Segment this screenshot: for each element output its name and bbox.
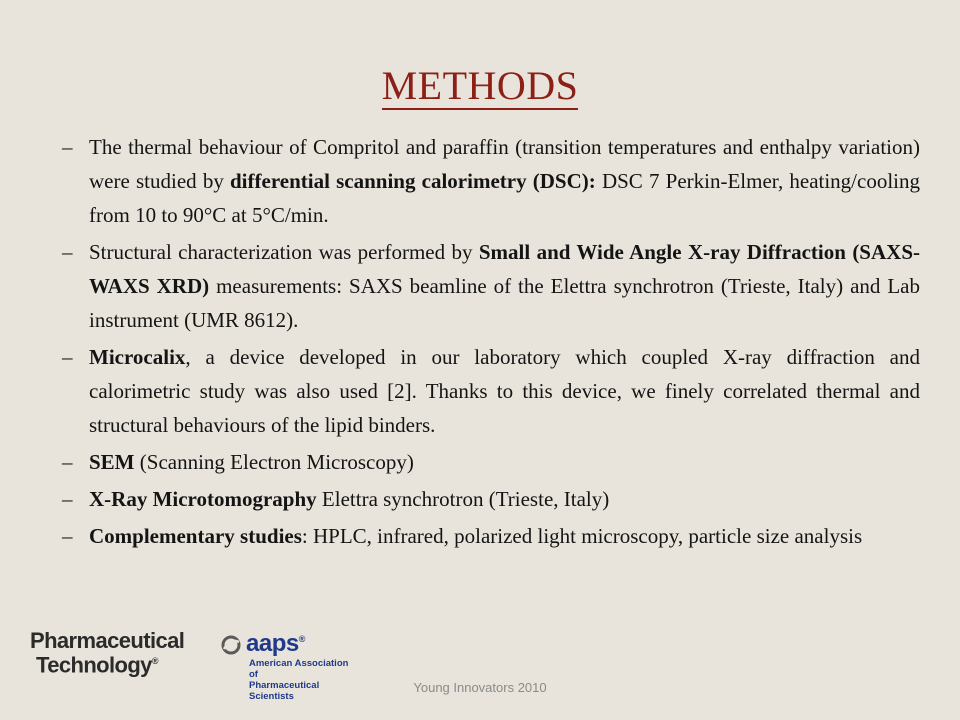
slide-title-text: METHODS: [381, 63, 579, 108]
bullet-text: (Scanning Electron Microscopy): [134, 450, 414, 474]
methods-bullet-list: [62, 130, 920, 556]
aaps-logo-text: aaps®: [246, 630, 305, 657]
pharm-tech-line1: Pharmaceutical: [30, 628, 185, 653]
slide-footer: Young Innovators 2010: [413, 680, 547, 695]
bullet-dash: –: [62, 240, 73, 264]
bullet-text: measurements: SAXS beamline of the Elettra synchrotron (Trieste, Italy) and Lab instrument (UMR 8612).: [89, 274, 920, 332]
bullet-item: [62, 130, 920, 232]
bullet-bold-text: differential scanning calorimetry (DSC):: [230, 169, 596, 193]
bullet-dash: –: [62, 450, 73, 474]
bullet-text: , a device developed in our laboratory which coupled X-ray diffraction and calorimetric study was also used [2]. Thanks to this device, we finely correlated thermal and structural behaviours of the lipid binders.: [89, 345, 920, 437]
bullet-dash: –: [62, 524, 73, 548]
bullet-item: [62, 482, 920, 516]
bullet-item: [62, 519, 920, 553]
pharmaceutical-technology-logo: [30, 628, 185, 678]
bullet-text: Elettra synchrotron (Trieste, Italy): [316, 487, 610, 511]
sponsor-logos: [30, 628, 360, 702]
bullet-bold-text: Small and Wide Angle X-ray Diffraction (SAXS-WAXS XRD): [89, 240, 920, 298]
bullet-text: Structural characterization was performed by: [89, 240, 479, 264]
aaps-swoosh-icon: [220, 634, 242, 656]
slide-title: [0, 62, 960, 109]
pharm-tech-line2: Technology®: [36, 652, 158, 678]
aaps-sub-line1: American Association of: [249, 658, 349, 680]
bullet-dash: –: [62, 487, 73, 511]
bullet-text: DSC 7 Perkin-Elmer, heating/cooling from 10 to 90°C at 5°C/min.: [89, 169, 921, 227]
bullet-item: [62, 445, 920, 479]
bullet-bold-text: X-Ray Microtomography: [89, 487, 317, 511]
bullet-text: : HPLC, infrared, polarized light microscopy, particle size analysis: [301, 524, 863, 548]
bullet-bold-text: Complementary studies: [89, 524, 302, 548]
bullet-bold-text: SEM: [89, 450, 135, 474]
bullet-dash: –: [62, 345, 73, 369]
bullet-bold-text: Microcalix: [89, 345, 186, 369]
bullet-dash: –: [62, 135, 73, 159]
bullet-item: [62, 340, 920, 442]
bullet-item: [62, 235, 920, 337]
bullet-text: The thermal behaviour of Compritol and paraffin (transition temperatures and enthalpy variation) were studied by: [89, 135, 920, 193]
aaps-sub-line2: Pharmaceutical Scientists: [249, 680, 320, 702]
